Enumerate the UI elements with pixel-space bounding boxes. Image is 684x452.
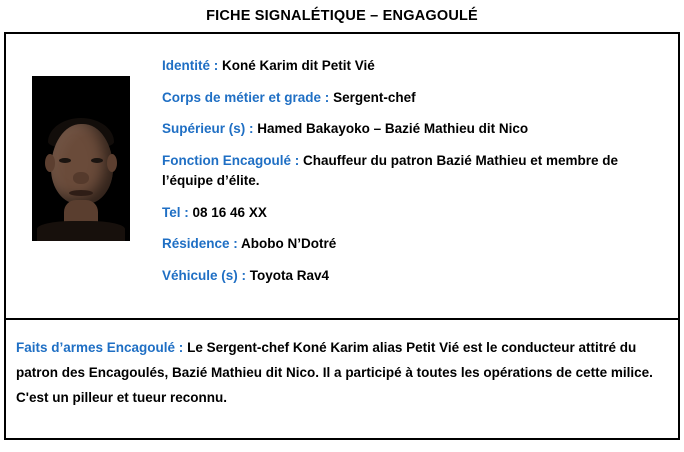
field-fonction-encagoule [162,151,664,192]
eye-right-shape [91,158,103,163]
field-corps-de-metier [162,88,664,109]
notes-value: Le Sergent-chef Koné Karim alias Petit Vié est le conducteur attitré du patron des Encagoulés, Bazié Mathieu dit Nico. Il a participé à toutes les opérations de cette milice. C'est un pilleur et tueur reconnu. [16,340,653,405]
portrait-photo [32,76,130,241]
field-tel [162,203,664,224]
mouth-shape [69,190,93,196]
identity-section [4,34,680,320]
photo-cell [6,34,156,241]
field-superieur-value: Hamed Bakayoko – Bazié Mathieu dit Nico [257,121,529,137]
notes-paragraph [16,336,662,411]
field-fonction-encagoule-label: Fonction Encagoulé : [162,152,300,168]
field-identite-label: Identité : [162,58,219,73]
eye-left-shape [59,158,71,163]
field-vehicule-label: Véhicule (s) : [162,267,247,283]
document-title-row [4,0,680,34]
field-residence-label: Résidence : [162,236,238,252]
field-residence [162,234,664,255]
nose-shape [73,172,89,184]
field-identite [162,56,664,77]
page-title: FICHE SIGNALÉTIQUE – ENGAGOULÉ [206,8,478,24]
fields-list [156,34,678,286]
ear-left-shape [45,154,55,172]
field-residence-value: Abobo N’Dotré [241,236,337,252]
notes-label: Faits d’armes Encagoulé : [16,340,184,355]
notes-section [4,320,680,440]
field-vehicule [162,266,664,287]
field-corps-de-metier-value: Sergent-chef [333,89,416,105]
field-tel-value: 08 16 46 XX [192,204,267,220]
field-identite-value: Koné Karim dit Petit Vié [222,58,375,73]
field-superieur-label: Supérieur (s) : [162,121,254,137]
field-corps-de-metier-label: Corps de métier et grade : [162,89,330,105]
shoulders-shape [37,221,125,241]
field-fonction-encagoule-value: Chauffeur du patron Bazié Mathieu et membre de l’équipe d’élite. [162,152,619,189]
field-vehicule-value: Toyota Rav4 [249,267,330,283]
field-tel-label: Tel : [162,204,189,220]
field-superieur [162,119,664,140]
ear-right-shape [107,154,117,172]
